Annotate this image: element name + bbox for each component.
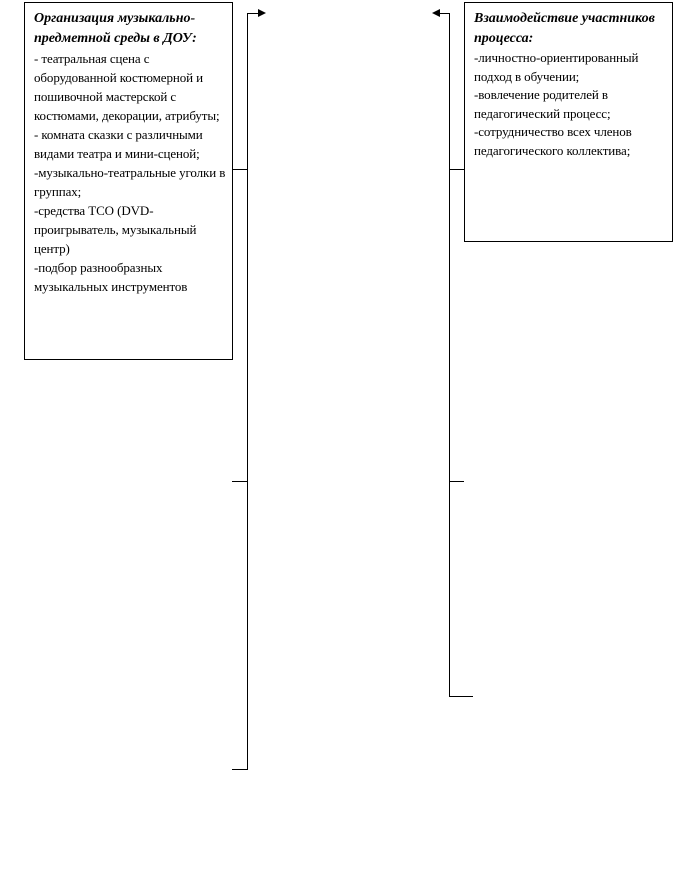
list-item: -музыкально-театральные уголки в группах;: [34, 165, 226, 199]
music-environment-title: Организация музыкально-предметной среды в ДОУ:: [34, 11, 197, 46]
music-environment-list: [34, 49, 228, 296]
right-bracket-tick-3: [449, 696, 473, 697]
participants-interaction-block: [464, 2, 673, 242]
left-arrow-icon: [432, 9, 440, 17]
list-item: -подбор разнообразных музыкальных инструментов: [34, 260, 188, 294]
left-bracket-tick-3: [232, 769, 247, 770]
list-item: -личностно-ориентированный подход в обучении;: [474, 50, 639, 84]
participants-interaction-title: Взаимодействие участников процесса:: [474, 11, 655, 46]
right-bracket-tick-2: [449, 481, 464, 482]
right-bracket-vertical-line: [449, 13, 450, 697]
list-item: -сотрудничество всех членов педагогического коллектива;: [474, 124, 632, 158]
list-item: - театральная сцена с оборудованной костюмерной и пошивочной мастерской с костюмами, декорации, атрибуты;: [34, 51, 220, 123]
participants-interaction-list: [474, 49, 668, 160]
left-bracket-vertical-line: [247, 13, 248, 770]
right-arrow-icon: [258, 9, 266, 17]
list-item: -вовлечение родителей в педагогический процесс;: [474, 87, 611, 121]
left-bracket-tick-1: [232, 169, 247, 170]
right-bracket-top-arrow-line: [439, 13, 450, 14]
music-environment-block: [24, 2, 233, 360]
list-item: - комната сказки с различными видами театра и мини-сценой;: [34, 127, 203, 161]
left-bracket-tick-2: [232, 481, 247, 482]
right-bracket-tick-1: [449, 169, 464, 170]
list-item: -средства ТСО (DVD-проигрыватель, музыкальный центр): [34, 203, 197, 256]
